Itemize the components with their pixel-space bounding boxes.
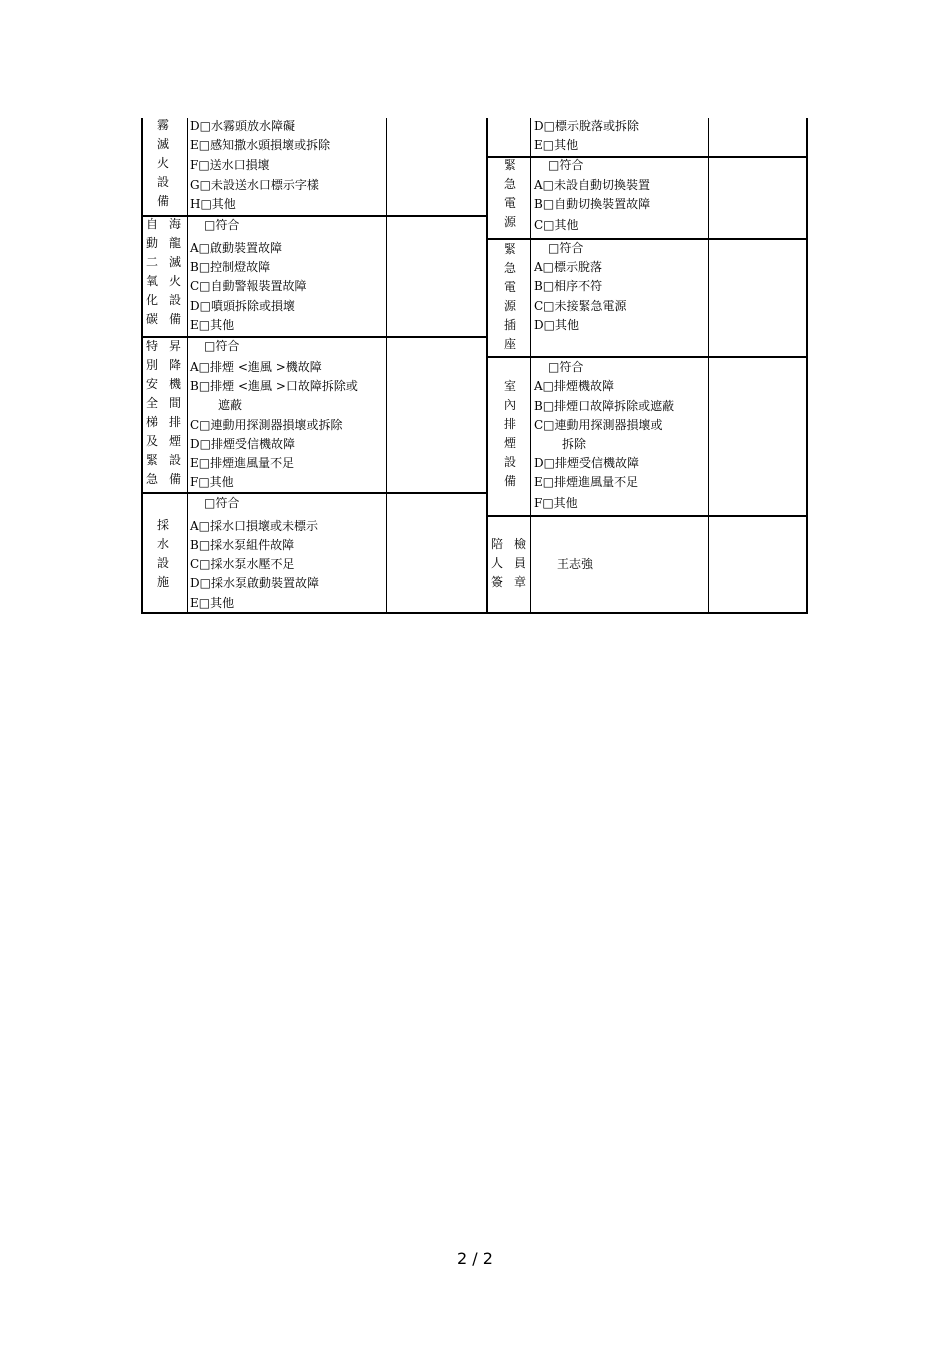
category-elevator-col1: 特 別 安 全 梯 及 緊 急 [145,339,158,486]
check-item[interactable]: C□連動用探測器損壞或 [534,418,663,432]
check-item[interactable]: C□自動警報裝置故障 [190,279,307,293]
category-indoor-smoke: 室 內 排 煙 設 備 [503,379,516,488]
check-item[interactable]: □符合 [548,241,584,255]
check-item[interactable]: □符合 [204,218,240,232]
check-item[interactable]: A□排煙 <進風 >機故障 [190,360,322,374]
check-item[interactable]: A□排煙機故障 [534,379,615,393]
check-item[interactable]: E□其他 [190,596,235,610]
row-divider [486,515,808,517]
row-divider [486,356,808,358]
divider-left-notes [386,118,387,614]
check-item[interactable]: C□採水泵水壓不足 [190,557,295,571]
check-item[interactable]: F□其他 [534,496,578,510]
check-item[interactable]: B□控制燈故障 [190,260,271,274]
check-item[interactable]: B□採水泵組件故障 [190,538,295,552]
row-divider [141,215,487,217]
divider-center [486,118,488,614]
check-item[interactable]: F□送水口損壞 [190,158,270,172]
check-item[interactable]: A□採水口損壞或未標示 [190,519,319,533]
check-item[interactable]: A□標示脫落 [534,260,603,274]
check-item[interactable]: A□未設自動切換裝置 [534,178,651,192]
check-item[interactable]: D□採水泵啟動裝置故障 [190,576,319,590]
category-signature-col2: 檢 員 章 [513,537,526,589]
check-item[interactable]: E□其他 [534,138,579,152]
border-left [141,118,143,614]
check-item-continuation: 拆除 [562,437,587,451]
category-water-mist: 霧 滅 火 設 備 [156,118,169,208]
check-item[interactable]: G□未設送水口標示字樣 [190,178,319,192]
border-right [806,118,808,614]
divider-left-cat [187,118,188,614]
category-signature-col1: 陪 人 簽 [490,537,503,589]
row-divider [486,156,808,158]
check-item[interactable]: E□排煙進風量不足 [534,475,639,489]
check-item[interactable]: E□其他 [190,318,235,332]
check-item[interactable]: C□未接緊急電源 [534,299,627,313]
category-water-intake: 採 水 設 施 [156,518,169,589]
check-item[interactable]: A□啟動裝置故障 [190,241,283,255]
check-item[interactable]: E□排煙進風量不足 [190,456,295,470]
divider-right-notes [708,118,709,614]
row-divider [141,336,487,338]
check-item[interactable]: C□連動用探測器損壞或拆除 [190,418,343,432]
check-item[interactable]: E□感知撒水頭損壞或拆除 [190,138,331,152]
check-item[interactable]: D□其他 [534,318,579,332]
row-divider [141,492,487,494]
signature-name: 王志強 [557,557,594,571]
category-elevator-col2: 昇 降 機 間 排 煙 設 備 [168,339,181,486]
check-item[interactable]: D□噴頭拆除或損壞 [190,299,295,313]
check-item[interactable]: B□排煙 <進風 >口故障拆除或 [190,379,358,393]
check-item[interactable]: □符合 [548,158,584,172]
check-item[interactable]: □符合 [204,339,240,353]
border-bottom [141,612,808,614]
category-halon-col1: 自 動 二 氧 化 碳 [145,217,158,326]
check-item[interactable]: D□排煙受信機故障 [190,437,295,451]
check-item-continuation: 遮蔽 [218,398,243,412]
check-item[interactable]: □符合 [204,496,240,510]
check-item[interactable]: D□排煙受信機故障 [534,456,639,470]
check-item[interactable]: F□其他 [190,475,234,489]
check-item[interactable]: B□排煙口故障拆除或遮蔽 [534,399,675,413]
check-item[interactable]: D□水霧頭放水障礙 [190,119,295,133]
category-emergency-socket: 緊 急 電 源 插 座 [503,242,516,351]
row-divider [486,238,808,240]
check-item[interactable]: D□標示脫落或拆除 [534,119,639,133]
category-halon-col2: 海 龍 滅 火 設 備 [168,217,181,326]
divider-right-cat [530,118,531,614]
check-item[interactable]: B□相序不符 [534,279,603,293]
category-emergency-power: 緊 急 電 源 [503,158,516,229]
page-number: 2 / 2 [457,1249,493,1268]
check-item[interactable]: B□自動切換裝置故障 [534,197,651,211]
check-item[interactable]: □符合 [548,360,584,374]
check-item[interactable]: C□其他 [534,218,579,232]
check-item[interactable]: H□其他 [190,197,236,211]
